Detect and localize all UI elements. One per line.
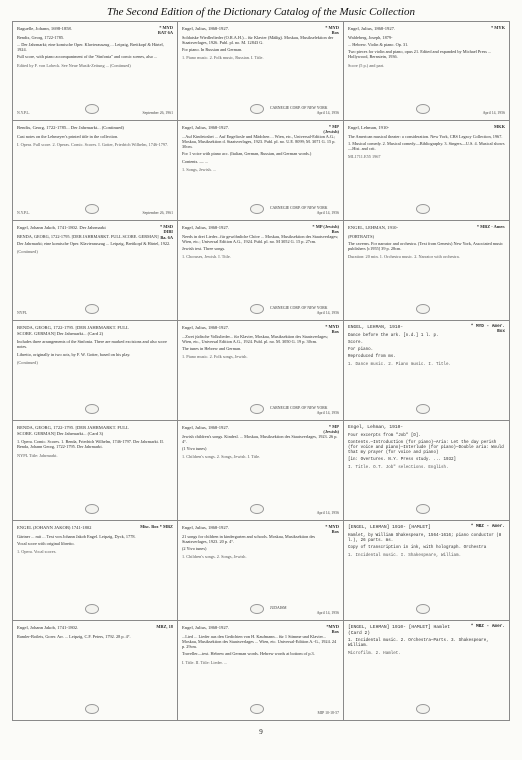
card-body: [17, 439, 173, 449]
card-text-line: ...Auf Kindetosbei ... Auf Engeliosle und Mädchen ... Wien, etc., Universal-Edition A.G.; Moskau, Musiksektion d. Staatsverlages, 1923. Publ. pl. no. U.E. 8099; M. 3071 G. 15 p. 30cm.: [182, 133, 336, 150]
card-stamp: CARNEGIE CORP. OF NEW YORK: [270, 305, 328, 310]
call-number: *MYD Box: [326, 624, 339, 635]
catalog-card: [178, 221, 344, 321]
catalog-card-grid: [12, 21, 510, 721]
card-text-line: BENDA, GEORG, 1722-1795. [DER JAHRMARKT. FULL SCORE. GERMAN]: [17, 233, 159, 239]
card-text-line: 1. Opera. Comic. Scores. 1. Benda, Friedrich Wilhelm, 1746-1797. Der Jahrmarkt. II. Benda, Johann Georg, 1722-1795. Der Jahrmarkt.: [17, 439, 164, 450]
card-heading: Engel, Julius, 1868-1927.: [182, 525, 230, 530]
card-text-line: ... Hebrew. Violin & piano. Op. 31.: [348, 41, 409, 47]
card-heading: ENGEL, LEHMAN, 1910-: [348, 225, 399, 230]
card-stamp: CARNEGIE CORP. OF NEW YORK: [270, 205, 328, 210]
card-text-line: Reproduced from ms.: [348, 354, 396, 359]
card-footer-date: April 14, 1956: [316, 511, 339, 516]
card-notes: ML1711.E55 1967: [348, 154, 381, 160]
card-body: [17, 634, 173, 639]
card-heading: Engel, Julius, 1868-1927.: [182, 325, 230, 330]
call-number: * MBZ - Amer.: [470, 624, 505, 629]
card-punch-hole-icon: [250, 304, 264, 314]
catalog-card: [178, 321, 344, 421]
card-notes: 1. Piano music. 2. Folk music, Russian. I. Title.: [182, 55, 264, 61]
catalog-card: [178, 421, 344, 521]
card-text-line: Includes three arrangements of the Sinfonia. There are marked excisions and also score notes.: [17, 339, 167, 350]
card-text-line: 21 songs for children in kindergarten and schools. Moskau, Musiksektion des Staatsverlages, 1923. 20 p. 4°.: [182, 533, 316, 544]
card-footer-date: April 14, 1956: [316, 411, 339, 416]
card-heading: Engel, Julius, 1868-1927.: [182, 26, 230, 31]
card-text-line: Gärtner ... mit ... Text von Johann Jakob Engel. Leipzig, Dyck, 1778.: [17, 533, 136, 539]
card-punch-hole-icon: [250, 204, 264, 214]
card-notes: I. Title. II. Title: Lieder. ...: [182, 659, 228, 665]
card-footer-date: September 26, 1961: [142, 211, 173, 216]
call-number: * MYD Box: [325, 524, 339, 535]
call-number: * MYD Box: [325, 25, 339, 36]
card-heading: Engel, Julius, 1868-1927.: [182, 425, 230, 430]
card-body: [182, 434, 339, 452]
card-body: [182, 134, 339, 164]
card-text-line: Contents. — ...: [182, 158, 209, 164]
card-heading: ENGEL, LEHMAN, 1910-: [348, 325, 404, 330]
card-notes: 1. Incidental music. I. Shakespeare, William.: [348, 553, 462, 558]
call-number: MKK: [494, 124, 505, 129]
card-text-line: Score.: [348, 340, 364, 345]
card-notes: 1. Songs, Jewish. ...: [182, 166, 217, 172]
card-text-line: For piano. In Russian and German.: [182, 47, 243, 53]
card-text-line: For 1 voice with piano acc. (Italian, German, Russian, and German words.): [182, 151, 312, 157]
card-text-line: For piano.: [348, 347, 374, 352]
card-notes: Microfilm. 2. Hamlet.: [348, 652, 401, 657]
card-punch-hole-icon: [416, 304, 430, 314]
card-punch-hole-icon: [416, 204, 430, 214]
card-text-line: The tunes in Hebrew and German.: [182, 346, 242, 352]
card-body: [348, 534, 505, 551]
card-notes: 1. Piano music. 2. Folk songs, Jewish.: [182, 354, 248, 360]
card-text-line: Jewish children's songs. Kindesl. ... Moskau, Musiksektion des Staatsverlages, 1923. 26 p. 4°.: [182, 433, 338, 444]
card-text-line: Full score, with piano accompaniment of the "Sinfonia" and comic scenes, also ...: [17, 54, 158, 60]
card-notes: 1. Dance music. 2. Piano music. I. Title.: [348, 363, 452, 368]
card-notes: 1. Opera. Vocal scores.: [17, 549, 57, 555]
card-text-line: Waldeberg, Joseph, 1879-: [348, 34, 393, 40]
card-body: [17, 234, 173, 246]
card-body: [17, 134, 173, 139]
card-text-line: Hamlet, by William Shakespeare, 1564-1616; piano conductor (8 l.), 26 parts. ms.: [348, 533, 502, 543]
call-number: Misc. Box * MBZ: [140, 524, 173, 529]
call-number: * MBZ - Amer.: [476, 224, 505, 229]
card-text-line: The caverns. For narrator and orchestra. (Text from Genesis) New York, Associated music publishers [c1955] 39 p. 28cm.: [348, 240, 504, 252]
card-text-line: Two pieces for violin and piano, opus 21. Edited and expanded by Michael Press ... Hollywood, Bernstein, 1936.: [348, 49, 492, 60]
card-punch-hole-icon: [85, 504, 99, 514]
card-heading: Engel, Johann Jakob, 1741-1802.: [17, 625, 79, 630]
card-text-line: Dance before the ark. [n.d.] 1 l. p.: [348, 333, 439, 338]
call-number: * MBZ - Amer.: [470, 524, 505, 529]
card-text-line: Copy of transcription in ink, with holograph. Orchestra: [348, 545, 487, 550]
card-heading: Engel, Johann Jakob, 1741-1802. Der Jahrmarkt: [17, 225, 106, 230]
card-notes: I. Opera. Full score. 2. Operas. Comic. Scores. I. Gotter, Friedrich Wilhelm, 1746-1797.: [17, 141, 169, 147]
card-text-line: Contents.—Introduction (for piano)—Aria: Let the day perish (for voice and piano)—Interlude (for piano)—Double aria: Would that my prayer (for voice and piano): [348, 440, 504, 455]
page-number: 9: [259, 728, 263, 736]
card-punch-hole-icon: [85, 404, 99, 414]
card-text-line: 1. Musical comedy. 2. Musical comedy—Bibliography. 3. Singers—U.S. 4. Musical shows—Hist. and crit.: [348, 140, 505, 152]
card-text-line: ...Lied ... Lieder aus den Gedichten von H. Kaufmann... für 1 Stimme und Klavier... Moskau, Musiksektion des Staatsverlages ... Wien, etc. Universal-Edition A.-G., 1924. 24 p. 29cm.: [182, 633, 337, 650]
card-body: [348, 334, 505, 361]
card-heading: Bendix, Georg, 1722-1785... Der Jahrmarkt... (Continued): [17, 125, 124, 130]
card-footer-date: April 14, 1956: [316, 311, 339, 316]
card-footer-date: April 14, 1956: [316, 111, 339, 116]
card-text-line: Soldatske Wiedlerlieder (O.R.A.H.)... für Klavier (Mäßig). Moskau, Musikselektion der Staatsverlages, 1926. Publ. pl. no. M. 12843 G.: [182, 34, 334, 45]
card-notes: NYPL Title: Jahrmarkt.: [17, 452, 58, 458]
card-body: [348, 434, 505, 464]
catalog-card: [12, 621, 178, 721]
catalog-card: [178, 621, 344, 721]
card-notes: I. Title. O.T. Job" selections. English.: [348, 466, 449, 471]
card-notes: 1. Children's songs. 2. Songs, Jewish.: [182, 554, 247, 560]
card-stamp: JUDAISM: [270, 605, 287, 610]
call-number: MBZ, 18: [156, 624, 173, 629]
card-text-line: The American musical theater: a consideration. New York, CBS Legacy Collection, 1967.: [348, 133, 503, 139]
card-punch-hole-icon: [250, 104, 264, 114]
catalog-card: [178, 121, 344, 221]
card-footer-date: April 14, 1956: [482, 111, 505, 116]
card-body: [182, 35, 339, 53]
card-heading: Engel, Lehman, 1910-: [348, 125, 390, 130]
card-text-line: Four excerpts from "Job" [D].: [348, 433, 421, 438]
card-punch-hole-icon: [85, 604, 99, 614]
card-text-line: (PORTRAITS): [348, 233, 375, 239]
card-body: [348, 234, 505, 252]
catalog-card: [12, 21, 178, 121]
card-footer-date: April 14, 1956: [316, 611, 339, 616]
catalog-card: [12, 121, 178, 221]
card-body: [348, 134, 505, 152]
catalog-card: [344, 521, 510, 621]
catalog-card: [344, 21, 510, 121]
card-heading: ENGEL (JOHANN JAKOB) 1741-1802: [17, 525, 92, 530]
call-number: * MSD DIBI Ba. 6A: [159, 224, 173, 240]
catalog-card: [344, 421, 510, 521]
card-heading: Raguelle, Johann, 1698-1858.: [17, 26, 72, 31]
call-number: * MYD - Amer. Box: [470, 324, 505, 335]
card-body: [182, 534, 339, 552]
card-heading: BENDA, GEORG, 1722-1795. [DER JAHRMARKT. FULL SCORE. GERMAN] Der Jahrmarkt... (Card 3): [17, 425, 129, 436]
card-heading: [ENGEL, LEHMAN] 1910- [HAMLET] Hamlet (Card 2): [348, 625, 450, 636]
card-text-line: ...Zwei jüdische Volkslieder... für Klavier, Moskau, Musiksektion des Staatsverlages; Wien, etc., Universal Edition A.G., 1924. Publ. pl. no. M. 3050 G. 19 p. 30cm.: [182, 333, 328, 344]
card-punch-hole-icon: [416, 604, 430, 614]
card-notes: 1. Choruses, Jewish. I. Title.: [182, 254, 231, 260]
card-text-line: [in: Overtures. N.Y. Press study. ... 1932]: [348, 458, 457, 463]
page-header: The Second Edition of the Dictionary Catalog of the Music Collection: [107, 6, 415, 18]
card-text-line: (1 Yivo tunes): [182, 446, 207, 452]
card-heading: Engel, Lehman, 1910-: [348, 425, 404, 430]
card-text-line: Libretto, originally in two acts, by F. W. Gotter, based on his play.: [17, 351, 131, 357]
card-punch-hole-icon: [416, 504, 430, 514]
catalog-card: [344, 121, 510, 221]
catalog-card: [12, 421, 178, 521]
card-text-line: Needs in drei Lieder...für gewöhnliche Chöre ... Moskau, Musiksektion des Staatsverlages; Wien, etc.; Universal Edition A.G., 1924. Publ. pl. no. M 3052 G. 15 p. 27cm.: [182, 233, 339, 244]
card-punch-hole-icon: [250, 504, 264, 514]
card-body: [348, 35, 505, 60]
card-body: [17, 534, 173, 546]
call-number: * MYD BAT 6A: [157, 25, 173, 36]
card-punch-hole-icon: [250, 604, 264, 614]
card-text-line: ... Der Jahrmarkt; eine komische Oper. Klavierauszug ... Leipzig, Breitkopf & Härtel, 1924.: [17, 41, 164, 53]
card-footer-date: MIP 10-18-57: [317, 711, 339, 716]
card-punch-hole-icon: [85, 704, 99, 714]
card-heading: Engel, Julius, 1868-1927.: [348, 26, 396, 31]
card-punch-hole-icon: [416, 104, 430, 114]
catalog-card: [178, 21, 344, 121]
card-notes: Score (5 p.) and part.: [348, 62, 385, 68]
catalog-card: [344, 621, 510, 721]
card-text-line: Traveller—text. Hebrew and German words. Hebrew words at bottom of p.3.: [182, 651, 315, 657]
card-footer-date: September 26, 1961: [142, 111, 173, 116]
card-notes: (Continued): [17, 359, 38, 365]
card-stamp: CARNEGIE CORP. OF NEW YORK: [270, 105, 328, 110]
call-number: * MP (Jewish): [323, 424, 339, 435]
catalog-card: [12, 221, 178, 321]
card-notes: (Continued): [17, 249, 38, 255]
card-notes: Duration: 20 min. 1. Orchestra music. 2. Narrator with orchestra.: [348, 254, 460, 260]
card-heading: [ENGEL, LEHMAN] 1910- [HAMLET]: [348, 525, 431, 530]
card-footer-left: N.Y.P.L.: [17, 211, 30, 216]
card-punch-hole-icon: [85, 204, 99, 214]
catalog-card: [178, 521, 344, 621]
card-stamp: CARNEGIE CORP. OF NEW YORK: [270, 405, 328, 410]
catalog-card: [12, 321, 178, 421]
call-number: * MP (Jewish): [323, 124, 339, 135]
card-punch-hole-icon: [416, 704, 430, 714]
card-footer-left: N.Y.P.L.: [17, 111, 30, 116]
card-punch-hole-icon: [85, 104, 99, 114]
card-text-line: Der Jahrmarkt; eine komische Oper. Klavierauszug ... Leipzig, Breitkopf & Härtel, 1922.: [17, 240, 171, 246]
card-body: [182, 634, 339, 657]
card-heading: Engel, Julius, 1868-1927.: [182, 625, 230, 630]
card-text-line: Vocal score with original libretto.: [17, 540, 75, 546]
card-notes: Edited by F. von Lobeck. See Neue Musik-Zeitung ... (Continued): [17, 62, 131, 68]
card-body: [182, 234, 339, 252]
call-number: * MYK: [490, 25, 505, 30]
card-text-line: Jewish text. Three songs.: [182, 246, 226, 252]
card-body: [348, 639, 505, 649]
card-heading: BENDA, GEORG, 1722-1795. [DER JAHRMARKT. FULL SCORE. GERMAN] Der Jahrmarkt... (Card 2): [17, 325, 129, 336]
card-heading: Engel, Julius, 1868-1927.: [182, 225, 230, 230]
card-punch-hole-icon: [250, 704, 264, 714]
card-body: [17, 339, 173, 357]
card-punch-hole-icon: [250, 404, 264, 414]
card-text-line: (2 Yivo tunes): [182, 546, 207, 552]
card-punch-hole-icon: [85, 304, 99, 314]
card-text-line: 1. Incidental music. 2. Orchestra—Parts. 3. Shakespeare, William.: [348, 639, 489, 649]
card-body: [17, 35, 173, 60]
card-text-line: Bendix, Georg, 1722-1785.: [17, 34, 65, 40]
card-footer-date: April 14, 1956: [316, 211, 339, 216]
card-text-line: Ramler-Boilets, Gorer. Arr. ... Leipzig, C.F. Peters, 1792. 28 p. 4°.: [17, 633, 131, 639]
call-number: * MYD Box: [325, 324, 339, 335]
card-notes: 1. Children's songs. 2. Songs, Jewish. I. Title.: [182, 454, 261, 460]
catalog-card: [344, 221, 510, 321]
call-number: * MP (Jewish) Box: [312, 224, 339, 235]
card-text-line: Cast notes on the Lehmeyer's printed title in the collection.: [17, 133, 119, 139]
catalog-card: [344, 321, 510, 421]
catalog-card: [12, 521, 178, 621]
card-body: [182, 334, 339, 352]
card-footer-left: NYPL: [17, 311, 27, 316]
card-heading: Engel, Julius, 1868-1927.: [182, 125, 230, 130]
card-punch-hole-icon: [416, 404, 430, 414]
